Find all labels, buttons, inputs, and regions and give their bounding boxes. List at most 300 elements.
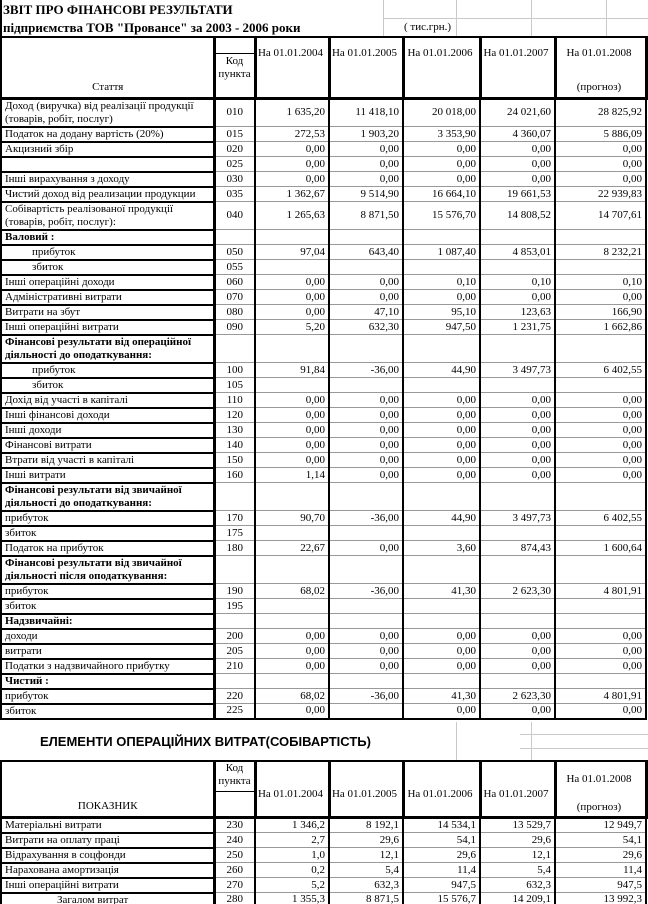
row-value: 13 992,3	[555, 893, 646, 904]
row-value: -36,00	[329, 511, 403, 526]
row-value	[480, 260, 555, 275]
code-header-top-cell	[216, 38, 254, 54]
row-value: 123,63	[480, 305, 555, 320]
row-value	[555, 260, 646, 275]
row-value: 14 707,61	[555, 202, 646, 230]
row-value: 20 018,00	[403, 98, 480, 127]
row-value: 1 362,67	[255, 187, 329, 202]
row-code: 150	[214, 453, 255, 468]
row-label: Дохід від участі в капіталі	[1, 393, 214, 408]
row-value: 22,67	[255, 541, 329, 556]
forecast-note: (прогноз)	[576, 80, 622, 93]
row-value	[403, 378, 480, 393]
row-label: Надзвичайні:	[1, 614, 214, 629]
row-label: Нарахована амортизація	[1, 863, 214, 878]
row-value: 0,00	[255, 629, 329, 644]
row-value: -36,00	[329, 689, 403, 704]
row-value: 0,00	[255, 453, 329, 468]
row-label: Загалом витрат	[1, 893, 214, 904]
row-value: 0,00	[480, 438, 555, 453]
table-row	[1, 202, 646, 230]
row-value: 2,7	[255, 833, 329, 848]
row-value	[403, 674, 480, 689]
row-value	[329, 674, 403, 689]
row-code: 200	[214, 629, 255, 644]
row-value	[255, 260, 329, 275]
row-value	[403, 230, 480, 245]
section2-title: ЕЛЕМЕНТИ ОПЕРАЦІЙНИХ ВИТРАТ(СОБІВАРТІСТЬ)	[40, 734, 371, 749]
row-value: 54,1	[403, 833, 480, 848]
row-value: 8 232,21	[555, 245, 646, 260]
row-value: 0,00	[255, 157, 329, 172]
row-code: 250	[214, 848, 255, 863]
row-value	[255, 483, 329, 511]
row-value: 8 871,5	[329, 893, 403, 904]
table-row	[1, 483, 646, 511]
table-row	[1, 878, 646, 893]
row-value: 0,00	[555, 629, 646, 644]
row-code: 180	[214, 541, 255, 556]
row-value	[403, 614, 480, 629]
row-value: 28 825,92	[555, 98, 646, 127]
row-value: 15 576,70	[403, 202, 480, 230]
table-row	[1, 320, 646, 335]
row-value: 54,1	[555, 833, 646, 848]
row-value: 0,00	[255, 408, 329, 423]
row-value: 0,00	[255, 644, 329, 659]
table-row	[1, 644, 646, 659]
header-date-2007: На 01.01.2007	[480, 37, 555, 98]
table-row	[1, 468, 646, 483]
row-value: 14 534,1	[403, 817, 480, 833]
row-value: 0,10	[403, 275, 480, 290]
row-value: 95,10	[403, 305, 480, 320]
row-value: 0,00	[403, 423, 480, 438]
table-row	[1, 363, 646, 378]
row-value: 632,3	[480, 878, 555, 893]
row-value: 1 635,20	[255, 98, 329, 127]
row-value: 0,00	[329, 644, 403, 659]
row-value	[555, 378, 646, 393]
row-value: 12,1	[329, 848, 403, 863]
table-row	[1, 260, 646, 275]
row-value: 8 192,1	[329, 817, 403, 833]
row-value: 22 939,83	[555, 187, 646, 202]
header-date-2004: На 01.01.2004	[255, 761, 329, 817]
row-value: 0,00	[480, 468, 555, 483]
row-code: 160	[214, 468, 255, 483]
row-value	[403, 260, 480, 275]
row-value: 8 871,50	[329, 202, 403, 230]
row-value	[329, 599, 403, 614]
row-value	[480, 335, 555, 363]
table-row	[1, 659, 646, 674]
row-value: 0,00	[403, 468, 480, 483]
forecast-note: (прогноз)	[576, 800, 622, 813]
row-value	[555, 230, 646, 245]
row-value: 947,5	[403, 878, 480, 893]
table-row	[1, 674, 646, 689]
row-value	[329, 483, 403, 511]
row-value: 90,70	[255, 511, 329, 526]
row-value: 0,00	[480, 423, 555, 438]
row-code: 175	[214, 526, 255, 541]
row-code: 100	[214, 363, 255, 378]
row-label: Адміністративні витрати	[1, 290, 214, 305]
row-code: 205	[214, 644, 255, 659]
table-row	[1, 378, 646, 393]
row-value	[480, 614, 555, 629]
row-value: 874,43	[480, 541, 555, 556]
table-row	[1, 305, 646, 320]
row-value	[403, 483, 480, 511]
row-value	[329, 230, 403, 245]
row-code: 230	[214, 817, 255, 833]
gridline	[520, 734, 648, 735]
row-value: 0,00	[555, 438, 646, 453]
row-code: 210	[214, 659, 255, 674]
row-value: 1,0	[255, 848, 329, 863]
row-label: збиток	[1, 526, 214, 541]
row-value: 947,50	[403, 320, 480, 335]
row-value: -36,00	[329, 363, 403, 378]
table-row	[1, 629, 646, 644]
row-value: 5,2	[255, 878, 329, 893]
row-code: 055	[214, 260, 255, 275]
row-value: 47,10	[329, 305, 403, 320]
header-date-2006: На 01.01.2006	[403, 761, 480, 817]
header-code	[214, 761, 255, 817]
row-value: 29,6	[329, 833, 403, 848]
row-label: збиток	[1, 599, 214, 614]
row-value: 0,00	[403, 629, 480, 644]
row-value: 91,84	[255, 363, 329, 378]
row-label: Чистий доход від реализации продукции	[1, 187, 214, 202]
row-value: 0,00	[255, 704, 329, 719]
row-value	[329, 614, 403, 629]
row-value: 0,00	[329, 393, 403, 408]
row-value: 0,00	[329, 541, 403, 556]
row-value: 947,5	[555, 878, 646, 893]
header-date-2006: На 01.01.2006	[403, 37, 480, 98]
header-date-2008-forecast: На 01.01.2008 (прогноз)	[555, 761, 646, 817]
row-value: 12,1	[480, 848, 555, 863]
table-row	[1, 848, 646, 863]
row-value: 6 402,55	[555, 511, 646, 526]
row-value: 0,00	[403, 157, 480, 172]
left-border-line	[0, 0, 2, 37]
row-value	[480, 378, 555, 393]
row-label: прибуток	[1, 511, 214, 526]
row-code: 195	[214, 599, 255, 614]
row-label: Інші витрати	[1, 468, 214, 483]
row-value	[403, 599, 480, 614]
row-label: прибуток	[1, 245, 214, 260]
row-value: 5 886,09	[555, 127, 646, 142]
row-label: Податки з надзвичайного прибутку	[1, 659, 214, 674]
row-label: Інші доходи	[1, 423, 214, 438]
row-value: 1 662,86	[555, 320, 646, 335]
row-value: 1 346,2	[255, 817, 329, 833]
row-label	[1, 157, 214, 172]
row-value	[329, 526, 403, 541]
table-row	[1, 423, 646, 438]
row-label: Податок на додану вартість (20%)	[1, 127, 214, 142]
table-row	[1, 142, 646, 157]
row-value: 0,10	[480, 275, 555, 290]
row-value: 0,00	[480, 659, 555, 674]
row-value: 0,00	[480, 644, 555, 659]
row-value: 0,00	[255, 659, 329, 674]
table-header-row	[1, 37, 646, 98]
row-value: 3 497,73	[480, 363, 555, 378]
row-value: 0,00	[329, 172, 403, 187]
row-code	[214, 230, 255, 245]
row-value: 0,00	[403, 438, 480, 453]
table-row	[1, 127, 646, 142]
row-code: 270	[214, 878, 255, 893]
row-value: 0,00	[480, 408, 555, 423]
table-row	[1, 453, 646, 468]
row-value: 0,00	[555, 644, 646, 659]
row-value	[555, 674, 646, 689]
financial-results-body	[1, 37, 646, 719]
row-value	[329, 378, 403, 393]
row-value: 1 231,75	[480, 320, 555, 335]
table-row	[1, 556, 646, 584]
table-row	[1, 584, 646, 599]
row-value: 643,40	[329, 245, 403, 260]
row-value: 0,00	[403, 453, 480, 468]
gridline	[456, 722, 457, 760]
table-row	[1, 704, 646, 719]
header-date-2005: На 01.01.2005	[329, 761, 403, 817]
table-row	[1, 335, 646, 363]
table-row	[1, 290, 646, 305]
row-code	[214, 483, 255, 511]
row-label: Інші вирахування з доходу	[1, 172, 214, 187]
row-value: 0,00	[255, 290, 329, 305]
row-label: Витрати на збут	[1, 305, 214, 320]
row-value: 24 021,60	[480, 98, 555, 127]
gridline	[383, 18, 648, 19]
row-value: 6 402,55	[555, 363, 646, 378]
header-date-2008-forecast: На 01.01.2008 (прогноз)	[555, 37, 646, 98]
table-row	[1, 893, 646, 904]
row-value: 68,02	[255, 689, 329, 704]
row-label: прибуток	[1, 363, 214, 378]
header-date-2005: На 01.01.2005	[329, 37, 403, 98]
row-value: 0,00	[329, 142, 403, 157]
row-label: Витрати на оплату праці	[1, 833, 214, 848]
table-row	[1, 526, 646, 541]
row-value: 0,00	[255, 438, 329, 453]
code-header-label: Код пункта	[218, 55, 251, 80]
table-row	[1, 187, 646, 202]
gridline	[520, 748, 648, 749]
row-value: 29,6	[480, 833, 555, 848]
row-value: 5,4	[329, 863, 403, 878]
row-label: Фінансові витрати	[1, 438, 214, 453]
row-value: 5,20	[255, 320, 329, 335]
row-value: 0,00	[329, 157, 403, 172]
row-value	[480, 230, 555, 245]
row-value	[555, 526, 646, 541]
row-value: 29,6	[555, 848, 646, 863]
header-code	[214, 37, 255, 98]
row-value	[403, 556, 480, 584]
row-value: 632,3	[329, 878, 403, 893]
header-article: ПОКАЗНИК	[1, 761, 214, 817]
row-label: Матеріальні витрати	[1, 817, 214, 833]
row-code: 080	[214, 305, 255, 320]
row-value: 0,00	[329, 453, 403, 468]
row-value: 3,60	[403, 541, 480, 556]
row-value	[329, 556, 403, 584]
code-header-label: Код пункта	[216, 762, 254, 792]
row-code: 110	[214, 393, 255, 408]
row-code: 260	[214, 863, 255, 878]
table-row	[1, 393, 646, 408]
row-code: 050	[214, 245, 255, 260]
row-code: 070	[214, 290, 255, 305]
row-label: прибуток	[1, 584, 214, 599]
row-value	[480, 526, 555, 541]
row-code: 015	[214, 127, 255, 142]
row-value: 4 801,91	[555, 584, 646, 599]
row-label: збиток	[1, 260, 214, 275]
row-value: 0,00	[555, 393, 646, 408]
table-header-row	[1, 761, 646, 817]
row-value: 0,00	[403, 142, 480, 157]
row-value	[329, 335, 403, 363]
row-value: 0,00	[555, 142, 646, 157]
row-value	[555, 483, 646, 511]
row-value: 0,00	[255, 275, 329, 290]
header-date-2004: На 01.01.2004	[255, 37, 329, 98]
row-value: 0,00	[329, 423, 403, 438]
row-label: Інші операційні витрати	[1, 878, 214, 893]
row-value	[255, 599, 329, 614]
row-code: 240	[214, 833, 255, 848]
row-code	[214, 614, 255, 629]
row-code	[214, 335, 255, 363]
row-value: 0,00	[403, 290, 480, 305]
row-value	[555, 335, 646, 363]
row-value	[255, 335, 329, 363]
row-value	[480, 556, 555, 584]
row-value: 1 265,63	[255, 202, 329, 230]
table-row	[1, 245, 646, 260]
gridline	[531, 722, 532, 760]
row-label: Собівартість реалізованої продукції (товарів, робіт, послуг):	[1, 202, 214, 230]
row-value: 11,4	[555, 863, 646, 878]
header-date-2007: На 01.01.2007	[480, 761, 555, 817]
row-value: 11 418,10	[329, 98, 403, 127]
row-value: 0,00	[480, 172, 555, 187]
operating-expenses-body	[1, 761, 646, 904]
row-value	[555, 614, 646, 629]
table-row	[1, 438, 646, 453]
row-label: Фінансові результати від звичайної діяльності після оподаткування:	[1, 556, 214, 584]
row-value	[480, 483, 555, 511]
row-value: 16 664,10	[403, 187, 480, 202]
financial-results-table	[0, 36, 648, 720]
row-value: 0,00	[555, 659, 646, 674]
row-label: збиток	[1, 704, 214, 719]
row-value: 0,00	[480, 290, 555, 305]
row-value: 632,30	[329, 320, 403, 335]
row-code: 225	[214, 704, 255, 719]
table-row	[1, 172, 646, 187]
table-row	[1, 541, 646, 556]
row-code: 170	[214, 511, 255, 526]
table-row	[1, 689, 646, 704]
row-value: 0,00	[329, 438, 403, 453]
row-code: 020	[214, 142, 255, 157]
row-value	[255, 230, 329, 245]
row-value: 0,00	[255, 393, 329, 408]
table-row	[1, 817, 646, 833]
row-value: 0,00	[403, 393, 480, 408]
row-value: 0,00	[329, 275, 403, 290]
row-value: 0,00	[403, 172, 480, 187]
operating-expenses-table	[0, 760, 648, 904]
row-value	[255, 378, 329, 393]
row-code: 220	[214, 689, 255, 704]
row-value: 0,00	[555, 408, 646, 423]
row-label: доходи	[1, 629, 214, 644]
table-row	[1, 599, 646, 614]
table-row	[1, 833, 646, 848]
row-value	[255, 526, 329, 541]
row-value: -36,00	[329, 584, 403, 599]
row-value: 13 529,7	[480, 817, 555, 833]
row-label: Доход (виручка) від реалізації продукції (товарів, робіт, послуг)	[1, 98, 214, 127]
row-value: 4 853,01	[480, 245, 555, 260]
row-value: 0,00	[480, 393, 555, 408]
row-value: 9 514,90	[329, 187, 403, 202]
row-value: 0,00	[329, 290, 403, 305]
row-label: витрати	[1, 644, 214, 659]
row-label: Акцизний збір	[1, 142, 214, 157]
row-value: 0,00	[255, 142, 329, 157]
row-value: 3 353,90	[403, 127, 480, 142]
row-value: 0,00	[480, 142, 555, 157]
row-value: 0,00	[480, 453, 555, 468]
table-row	[1, 98, 646, 127]
row-value: 0,00	[403, 659, 480, 674]
row-value: 29,6	[403, 848, 480, 863]
row-value: 0,00	[555, 704, 646, 719]
table-row	[1, 614, 646, 629]
table-row	[1, 863, 646, 878]
row-value: 19 661,53	[480, 187, 555, 202]
row-label: Фінансові результати від операційної діяльності до оподаткування:	[1, 335, 214, 363]
table-row	[1, 511, 646, 526]
row-code	[214, 674, 255, 689]
row-label: Інші операційні витрати	[1, 320, 214, 335]
row-code: 120	[214, 408, 255, 423]
row-value: 44,90	[403, 511, 480, 526]
row-value: 0,00	[555, 290, 646, 305]
row-value: 2 623,30	[480, 689, 555, 704]
table-row	[1, 230, 646, 245]
row-value: 1 903,20	[329, 127, 403, 142]
row-value	[480, 599, 555, 614]
row-label: Чистий :	[1, 674, 214, 689]
row-label: Втрати від участі в капіталі	[1, 453, 214, 468]
